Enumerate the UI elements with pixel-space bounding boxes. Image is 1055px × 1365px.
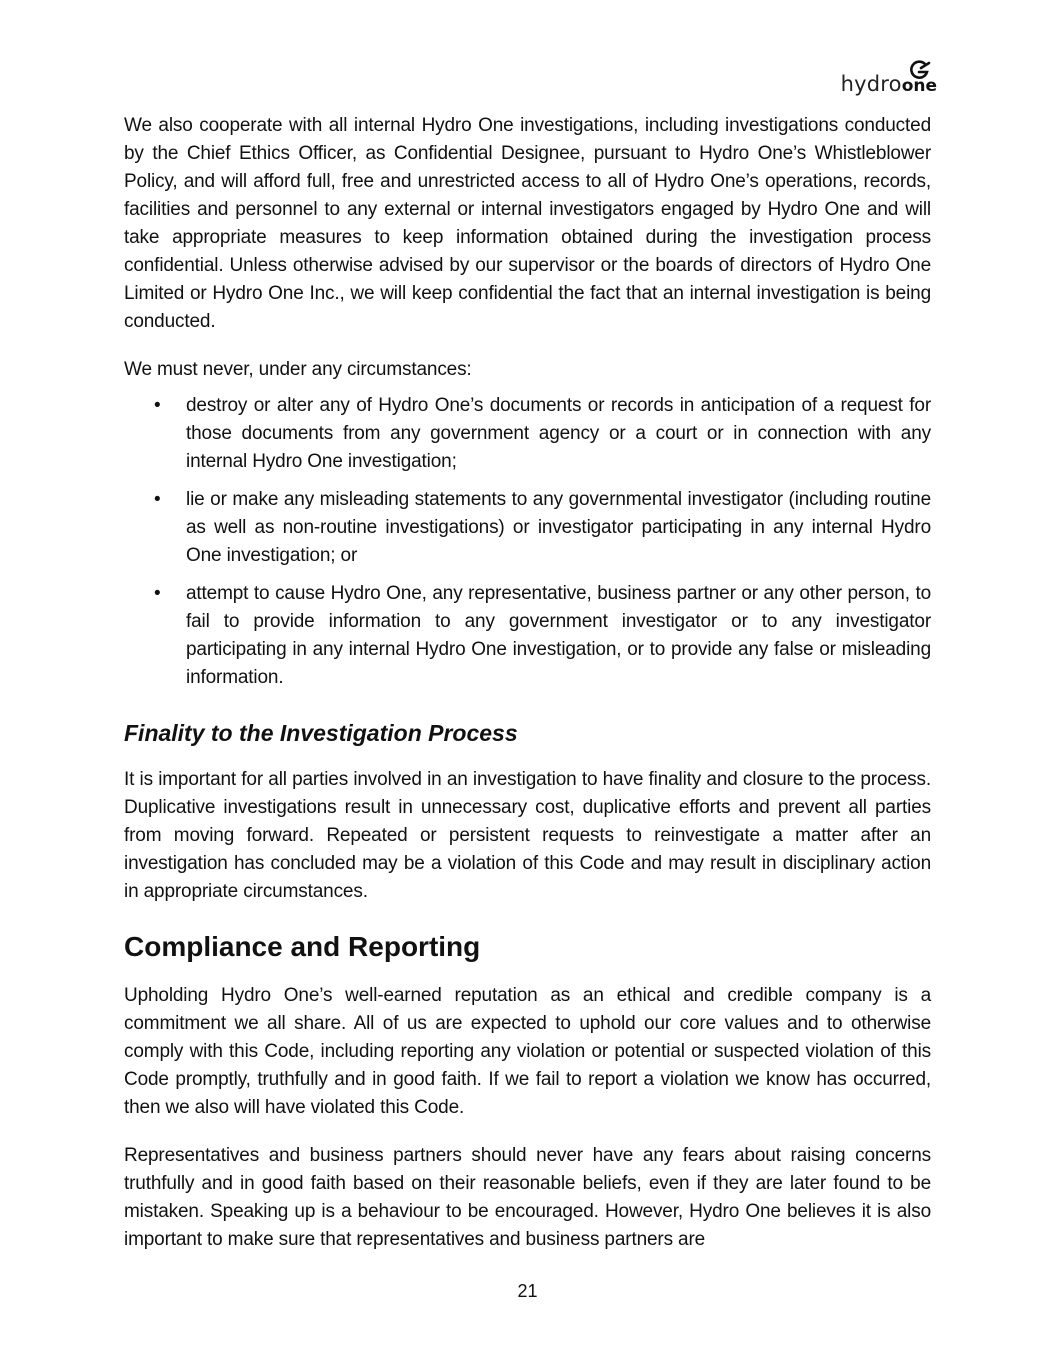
finality-heading: Finality to the Investigation Process <box>124 720 518 746</box>
bullet-icon: • <box>154 489 161 510</box>
list-item: • destroy or alter any of Hydro One’s documents or records in anticipation of a request for those documents from any government agency or a court or in connection with any internal Hydro One investigation; <box>124 392 931 476</box>
finality-paragraph: It is important for all parties involved in an investigation to have finality and closure to the process. Duplicative investigations result in unnecessary cost, duplicative efforts and prevent all parties from moving forward. Repeated or persistent requests to reinvestigate a matter after an investigation has concluded may be a violation of this Code and may result in disciplinary action in appropriate circumstances. <box>124 769 931 902</box>
prohibitions-list <box>124 392 931 692</box>
paragraph-investigations: We also cooperate with all internal Hydro One investigations, including investigations conducted by the Chief Ethics Officer, as Confidential Designee, pursuant to Hydro One’s Whistleblower Policy, and will afford full, free and unrestricted access to all of Hydro One’s operations, records, facilities and personnel to any external or internal investigators engaged by Hydro One and will take appropriate measures to keep information obtained during the investigation process confidential. Unless otherwise advised by our supervisor or the boards of directors of Hydro One Limited or Hydro One Inc., we will keep confidential the fact that an internal investigation is being conducted. <box>124 115 931 332</box>
list-item: • lie or make any misleading statements to any governmental investigator (including routine as well as non-routine investigations) or investigator participating in any internal Hydro One investigation; or <box>124 486 931 570</box>
page-number: 21 <box>517 1281 538 1301</box>
logo-sub-word: one <box>901 76 937 96</box>
list-item: • attempt to cause Hydro One, any representative, business partner or any other person, to fail to provide information to any government investigator or to any investigator participating in any internal Hydro One investigation, or to provide any false or misleading information. <box>124 580 931 692</box>
compliance-heading: Compliance and Reporting <box>124 931 481 962</box>
paragraph-must-never: We must never, under any circumstances: <box>124 359 472 380</box>
page-content <box>124 112 931 1254</box>
bullet-icon: • <box>154 583 161 604</box>
logo-wordmark: hydro <box>840 72 902 96</box>
compliance-paragraph-1: Upholding Hydro One’s well-earned reputation as an ethical and credible company is a commitment we all share. All of us are expected to uphold our core values and to otherwise comply with this Code, including reporting any violation or potential or suspected violation of this Code promptly, truthfully and in good faith. If we fail to report a violation we know has occurred, then we also will have violated this Code. <box>124 985 931 1118</box>
hydro-one-logo <box>841 60 937 95</box>
compliance-paragraph-2: Representatives and business partners should never have any fears about raising concerns truthfully and in good faith based on their reasonable beliefs, even if they are later found to be mistaken. Speaking up is a behaviour to be encouraged. However, Hydro One believes it is also important to make sure that representatives and business partners are <box>124 1145 931 1250</box>
logo-mark <box>902 60 937 95</box>
bullet-icon: • <box>154 395 161 416</box>
